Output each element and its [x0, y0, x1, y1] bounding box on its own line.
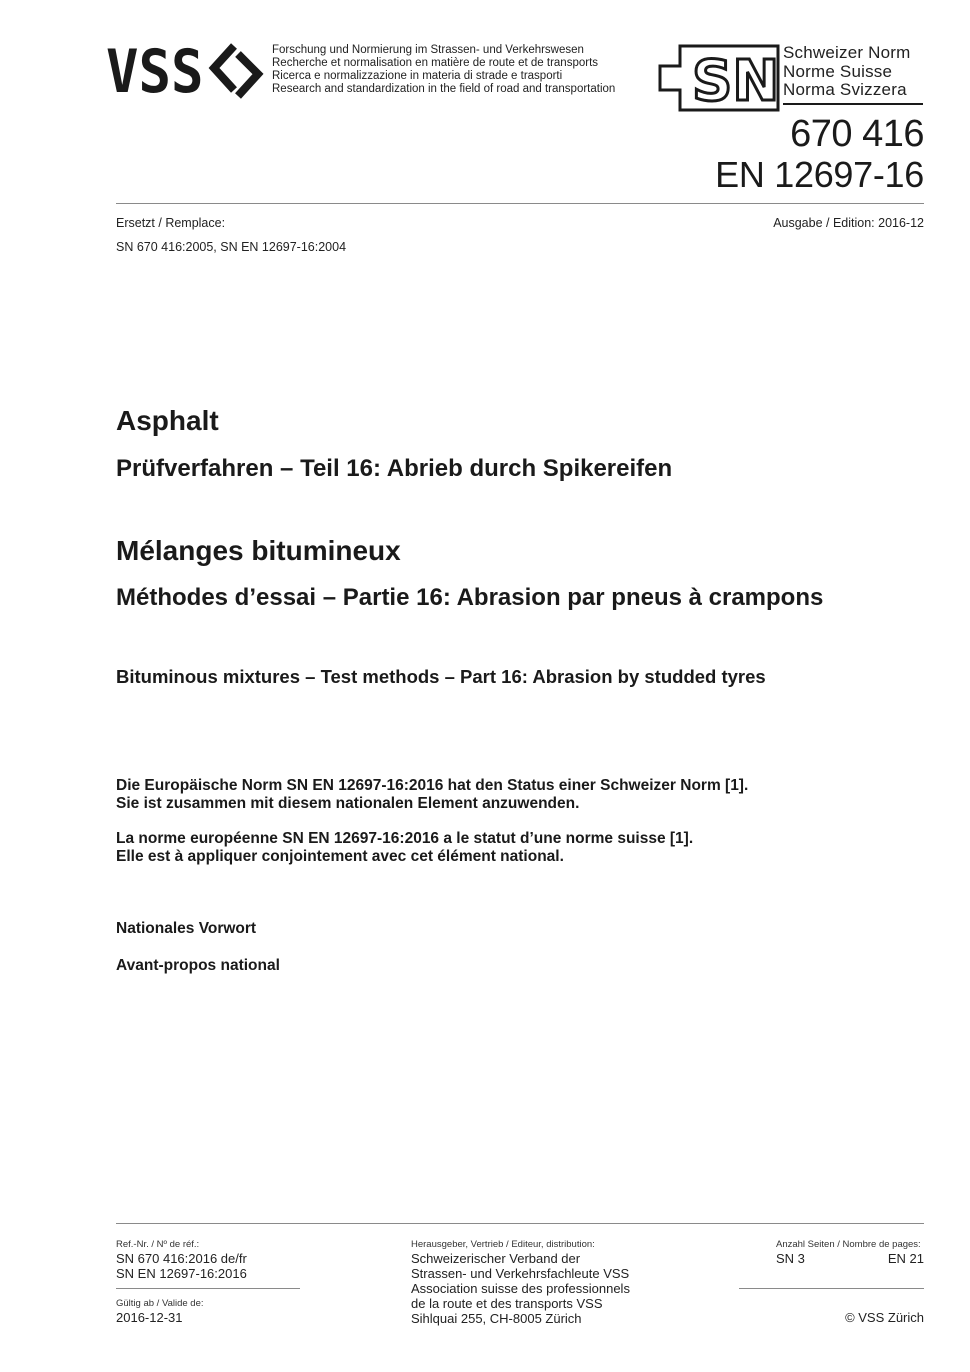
status-note-fr-line2: Elle est à appliquer conjointement avec cet élément national. — [116, 848, 564, 865]
document-number — [715, 114, 924, 195]
publisher-line: Schweizerischer Verband der — [411, 1251, 581, 1266]
publisher-address — [411, 1251, 630, 1326]
sn-name-it: Norma Svizzera — [783, 80, 907, 99]
subtitle-fr: Méthodes d’essai – Partie 16: Abrasion par pneus à crampons — [116, 584, 824, 611]
edition: Ausgabe / Edition: 2016-12 — [773, 216, 924, 230]
sn-logo-text: SN — [692, 49, 780, 112]
footer-divider — [116, 1223, 924, 1224]
vss-logo-text: VSS — [106, 40, 204, 102]
title-en: Bituminous mixtures – Test methods – Part 16: Abrasion by studded tyres — [116, 666, 766, 687]
replaces-label: Ersetzt / Remplace: — [116, 216, 226, 230]
pages-label: Anzahl Seiten / Nombre de pages: — [776, 1239, 921, 1250]
publisher-line: Strassen- und Verkehrsfachleute VSS — [411, 1266, 630, 1281]
ref-label: Ref.-Nr. / Nº de réf.: — [116, 1239, 200, 1250]
copyright: © VSS Zürich — [845, 1310, 924, 1325]
vss-tagline — [272, 44, 615, 96]
sn-names — [783, 44, 911, 100]
vss-tagline-de: Forschung und Normierung im Strassen- und Verkehrswesen — [272, 44, 584, 56]
status-note-de-line2: Sie ist zusammen mit diesem nationalen Element anzuwenden. — [116, 795, 580, 812]
publisher-line: Sihlquai 255, CH-8005 Zürich — [411, 1311, 582, 1326]
status-note-fr — [116, 830, 693, 866]
title-fr: Mélanges bitumineux — [116, 535, 401, 566]
valid-label: Gültig ab / Valide de: — [116, 1298, 204, 1309]
en-number: EN 12697-16 — [715, 154, 924, 195]
status-note-fr-line1: La norme européenne SN EN 12697-16:2016 a le statut d’une norme suisse [1]. — [116, 830, 694, 847]
pages-en: EN 21 — [887, 1251, 924, 1266]
replaces-value: SN 670 416:2005, SN EN 12697-16:2004 — [116, 240, 347, 254]
vss-tagline-en: Research and standardization in the field of road and transportation — [272, 83, 616, 95]
foreword-de: Nationales Vorwort — [116, 920, 257, 937]
sn-number: 670 416 — [790, 113, 924, 155]
sn-logo — [656, 44, 780, 112]
vss-tagline-it: Ricerca e normalizzazione in materia di strade e trasporti — [272, 70, 563, 82]
ref-line1: SN 670 416:2016 de/fr — [116, 1251, 247, 1266]
vss-logo — [106, 40, 266, 102]
valid-value: 2016-12-31 — [116, 1310, 183, 1325]
publisher-line: Association suisse des professionnels — [411, 1281, 630, 1296]
sn-underline — [783, 103, 923, 105]
foreword-fr: Avant-propos national — [116, 957, 280, 974]
status-note-de-line1: Die Europäische Norm SN EN 12697-16:2016 hat den Status einer Schweizer Norm [1]. — [116, 777, 749, 794]
header-divider — [116, 203, 924, 204]
sn-name-fr: Norme Suisse — [783, 61, 893, 81]
vss-tagline-fr: Recherche et normalisation en matière de route et de transports — [272, 57, 599, 69]
title-de: Asphalt — [116, 405, 219, 436]
pages-sn: SN 3 — [776, 1251, 805, 1266]
publisher-label: Herausgeber, Vertrieb / Editeur, distribution: — [411, 1239, 595, 1250]
status-note-de — [116, 777, 748, 813]
sn-name-de: Schweizer Norm — [783, 43, 911, 62]
publisher-line: de la route et des transports VSS — [411, 1296, 603, 1311]
ref-line2: SN EN 12697-16:2016 — [116, 1266, 247, 1281]
pages-divider — [739, 1288, 924, 1289]
subtitle-de: Prüfverfahren – Teil 16: Abrieb durch Spikereifen — [116, 455, 673, 482]
ref-divider — [116, 1288, 300, 1289]
